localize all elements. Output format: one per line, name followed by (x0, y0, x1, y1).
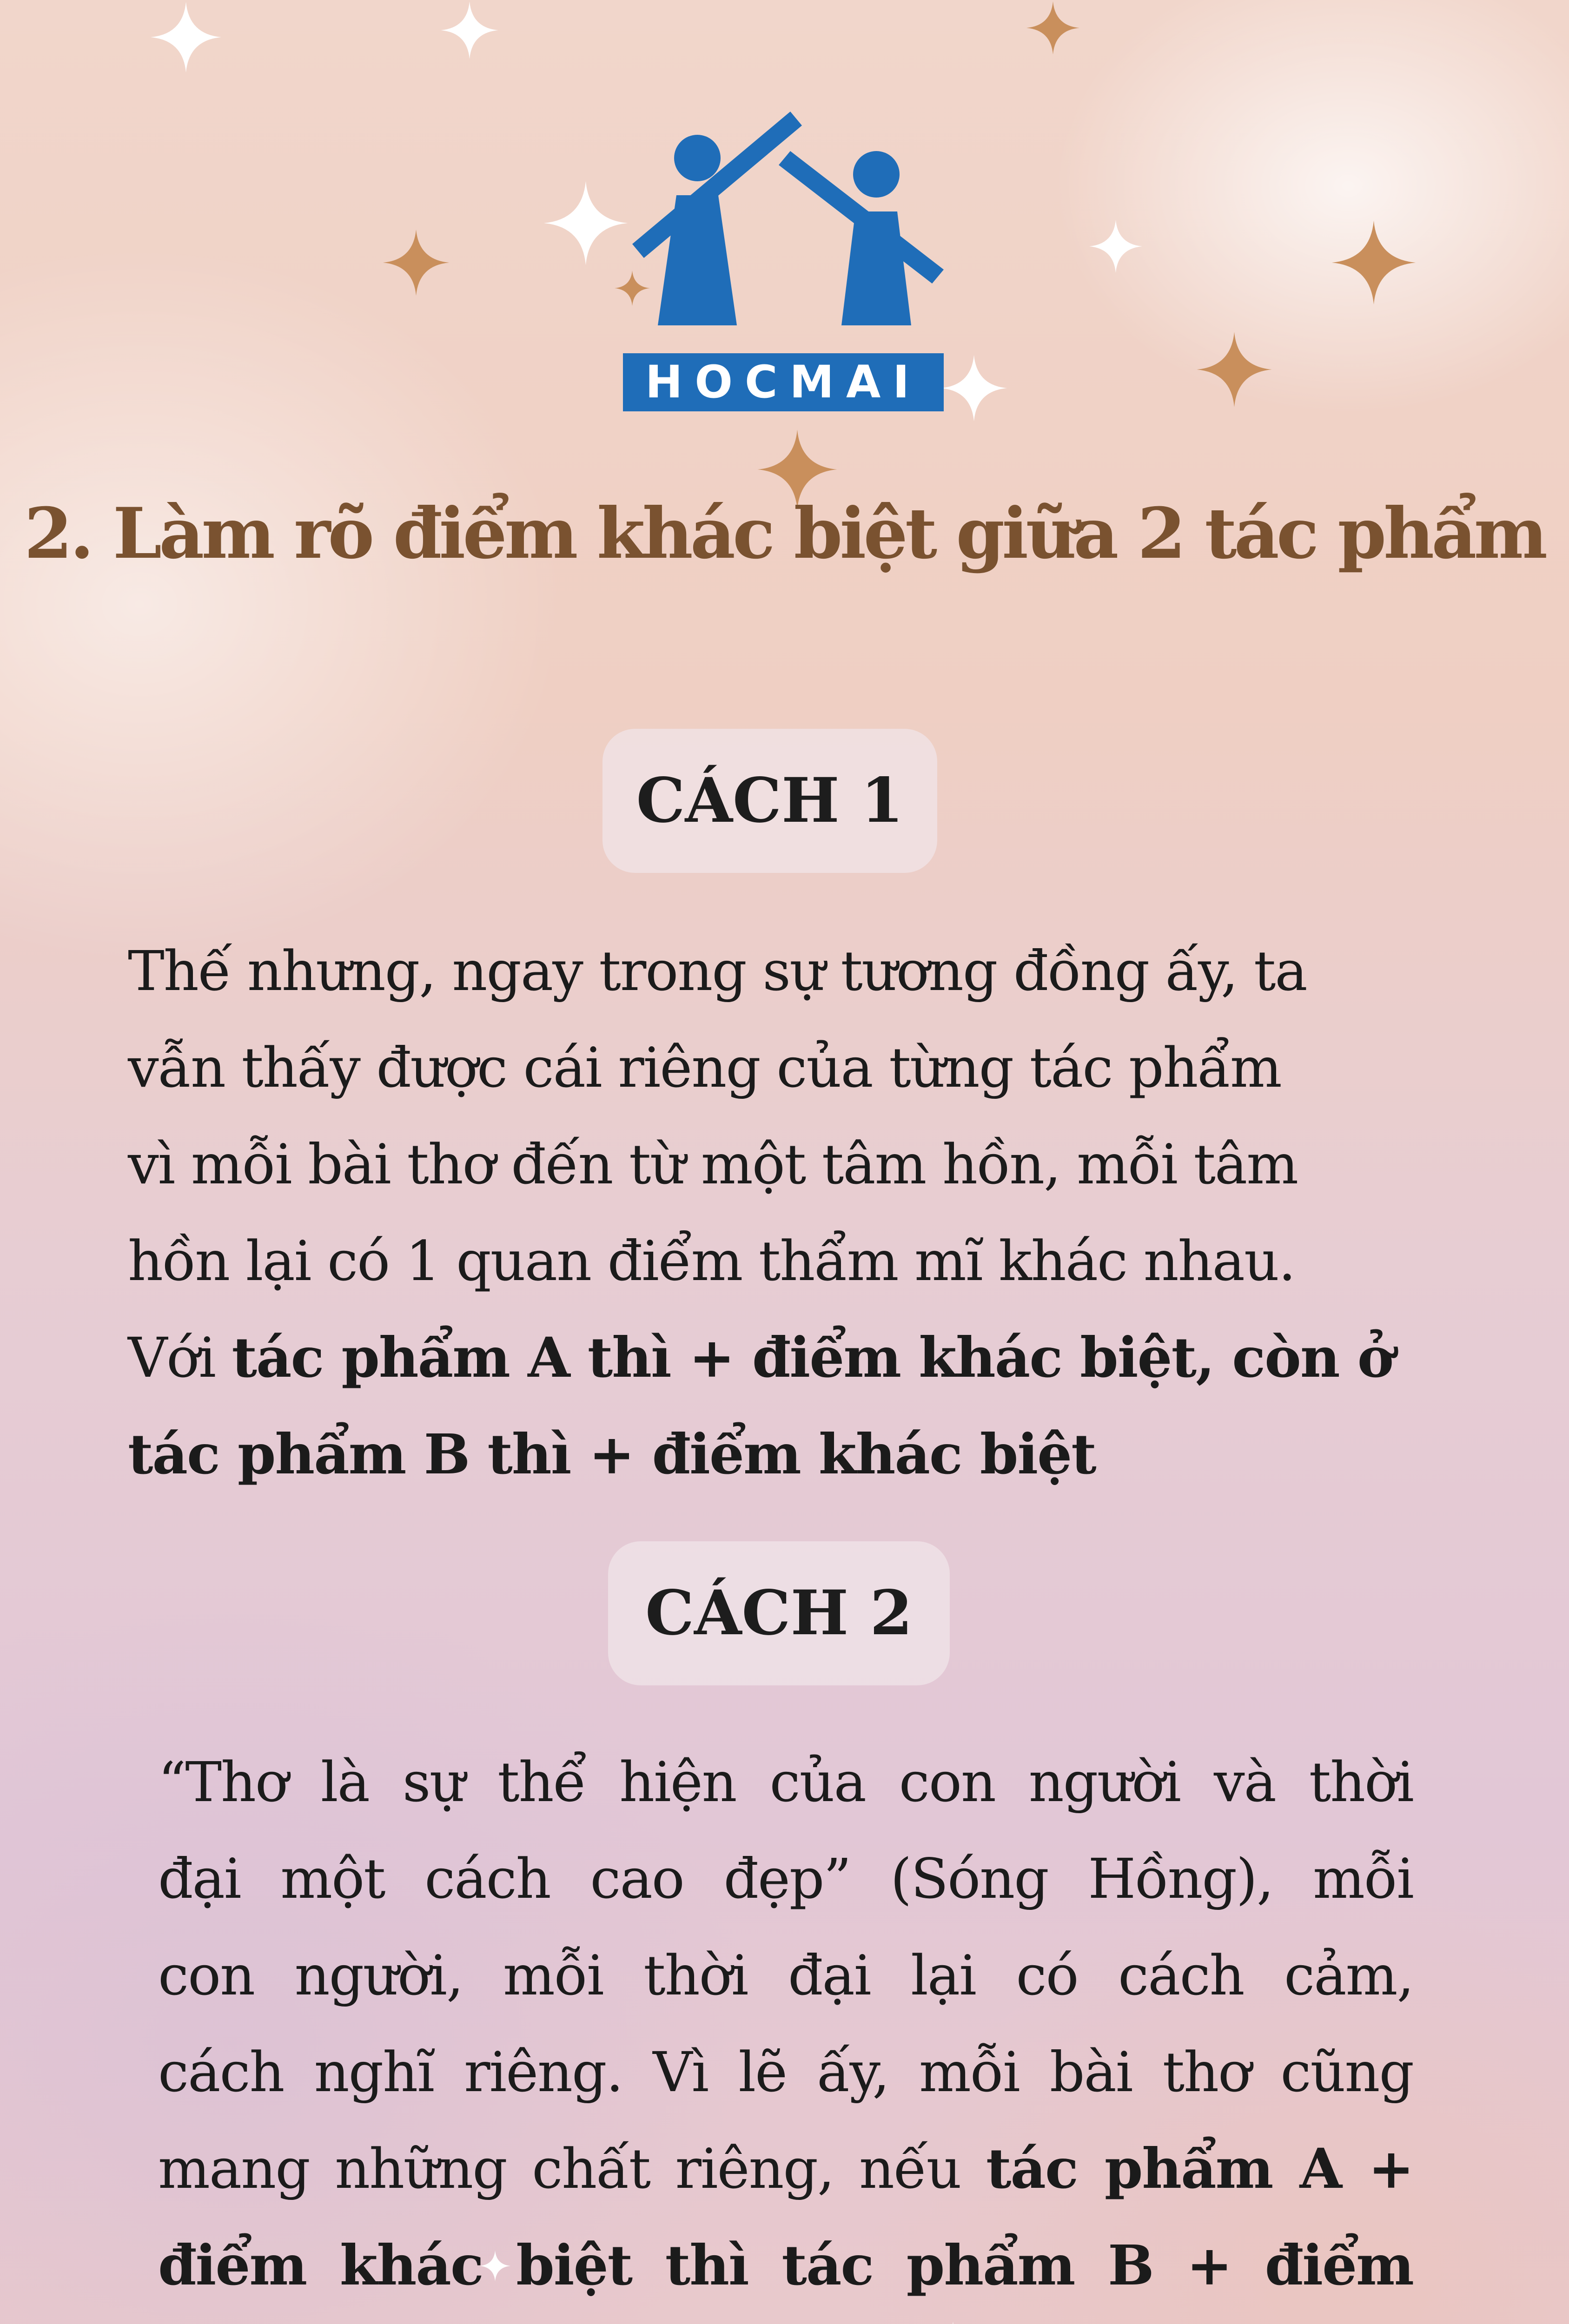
page-title: 2. Làm rõ điểm khác biệt giữa 2 tác phẩm (24, 493, 1545, 574)
emphasis-text: tác phẩm A thì + điểm khác biệt, còn ở (232, 1325, 1393, 1390)
paragraph-line: “Thơ là sự thể hiện của con người và thời (158, 1750, 1413, 1814)
section-label-cach-2: CÁCH 2 (608, 1541, 950, 1685)
sparkle-icon (1195, 330, 1274, 409)
paragraph-line: vì mỗi bài thơ đến từ một tâm hồn, mỗi tâm (128, 1132, 1298, 1196)
paragraph-line: hồn lại có 1 quan điểm thẩm mĩ khác nhau. (128, 1229, 1295, 1293)
paragraph-line (128, 1309, 1430, 1406)
sparkle-icon (1330, 218, 1418, 307)
paragraph-text: mang những chất riêng, nếu (158, 2137, 986, 2201)
paragraph-line: con người, mỗi thời đại lại có cách cảm, (158, 1943, 1413, 2007)
sparkle-icon (1023, 0, 1083, 56)
sparkle-icon (1088, 218, 1144, 274)
section-label-cach-1: CÁCH 1 (602, 729, 937, 873)
paragraph-line (128, 1406, 1430, 1503)
two-people-house-logo-icon (623, 107, 948, 330)
emphasis-text: tác phẩm A + (986, 2136, 1413, 2201)
section-2-paragraph (158, 1734, 1413, 2324)
emphasis-text: tác phẩm B thì + điểm khác biệt (128, 1422, 1096, 1486)
paragraph-line: Thế nhưng, ngay trong sự tương đồng ấy, ta (128, 939, 1307, 1003)
paragraph-line (158, 2314, 1413, 2324)
sparkle-icon (939, 353, 1009, 423)
section-1-paragraph (128, 923, 1430, 1503)
hocmai-logo (623, 107, 948, 418)
sparkle-icon (139, 0, 232, 74)
paragraph-line: vẫn thấy được cái riêng của từng tác phẩm (128, 1036, 1281, 1100)
sparkle-icon (381, 228, 451, 297)
sparkle-icon (542, 179, 630, 267)
paragraph-line: đại một cách cao đẹp” (Sóng Hồng), mỗi (158, 1847, 1413, 1911)
emphasis-text: điểm khác biệt thì tác phẩm B + điểm (158, 2233, 1413, 2298)
paragraph-text: Với (128, 1326, 232, 1390)
paragraph-line: cách nghĩ riêng. Vì lẽ ấy, mỗi bài thơ cũng (158, 2040, 1413, 2104)
logo-label: HOCMAI (623, 353, 944, 411)
sparkle-icon (439, 0, 500, 60)
paragraph-line (158, 2217, 1413, 2314)
paragraph-line (158, 2120, 1413, 2217)
